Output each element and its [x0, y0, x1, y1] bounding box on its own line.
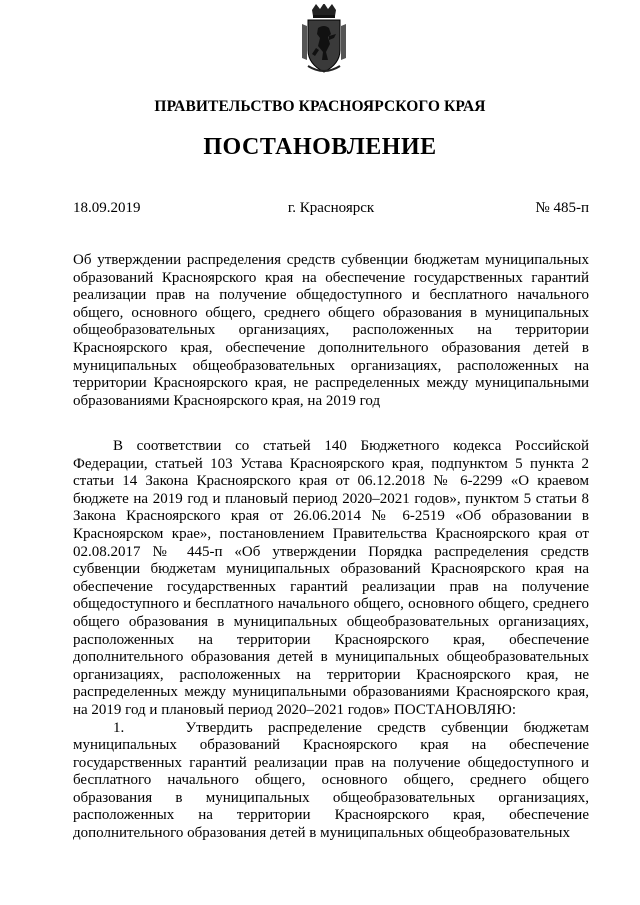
item-1-paragraph: 1. Утвердить распределение средств субвенции бюджетам муниципальных образований Красноярского края на обеспечение государственных гарантий реализации прав на получение общедоступного и бесплатного начального общего, основного общего, среднего общего образования в муниципальных общеобразовательных организациях, расположенных на территории Красноярского края, обеспечение дополнительного образования детей в муниципальных общеобразовательных — [73, 719, 589, 842]
document-subject — [73, 252, 589, 410]
government-name: ПРАВИТЕЛЬСТВО КРАСНОЯРСКОГО КРАЯ — [154, 98, 486, 115]
document-meta-row — [73, 200, 589, 220]
document-type-title: ПОСТАНОВЛЕНИЕ — [203, 134, 437, 160]
subject-text: Об утверждении распределения средств субвенции бюджетам муниципальных образований Красноярского края на обеспечение государственных гарантий реализации прав на получение общедоступного и бесплатного начального общего, основного общего, среднего общего образования в муниципальных общеобразовательных организациях, расположенных на территории Красноярского края, обеспечение дополнительного образования детей в муниципальных общеобразовательных организациях, расположенных на территории Красноярского края, не распределенных между муниципальными образованиями Красноярского края, на 2019 год — [73, 252, 589, 409]
coat-of-arms-icon — [298, 4, 350, 76]
preamble-paragraph: В соответствии со статьей 140 Бюджетного кодекса Российской Федерации, статьей 103 Устава Красноярского края, подпунктом 5 пункта 2 статьи 14 Закона Красноярского края от 06.12.2018 № 6-2299 «О краевом бюджете на 2019 год и плановый период 2020–2021 годов», пунктом 5 статьи 8 Закона Красноярского края от 26.06.2014 № 6-2519 «Об образовании в Красноярском крае», постановлением Правительства Красноярского края от 02.08.2017 № 445-п «Об утверждении Порядка распределения средств субвенции бюджетам муниципальных образований Красноярского края на обеспечение государственных гарантий реализации прав на получение общедоступного и бесплатного начального общего, основного общего, среднего общего образования в муниципальных общеобразовательных организациях, расположенных на территории Красноярского края, обеспечение дополнительного образования детей в муниципальных общеобразовательных организациях, расположенных на территории Красноярского края, не распределенных между муниципальными образованиями Красноярского края, на 2019 год и плановый период 2020–2021 годов» ПОСТАНОВЛЯЮ: — [73, 438, 589, 718]
document-date: 18.09.2019 — [73, 200, 141, 216]
document-body — [73, 438, 589, 843]
document-city: г. Красноярск — [287, 200, 375, 216]
document-number: № 485-п — [535, 200, 589, 216]
